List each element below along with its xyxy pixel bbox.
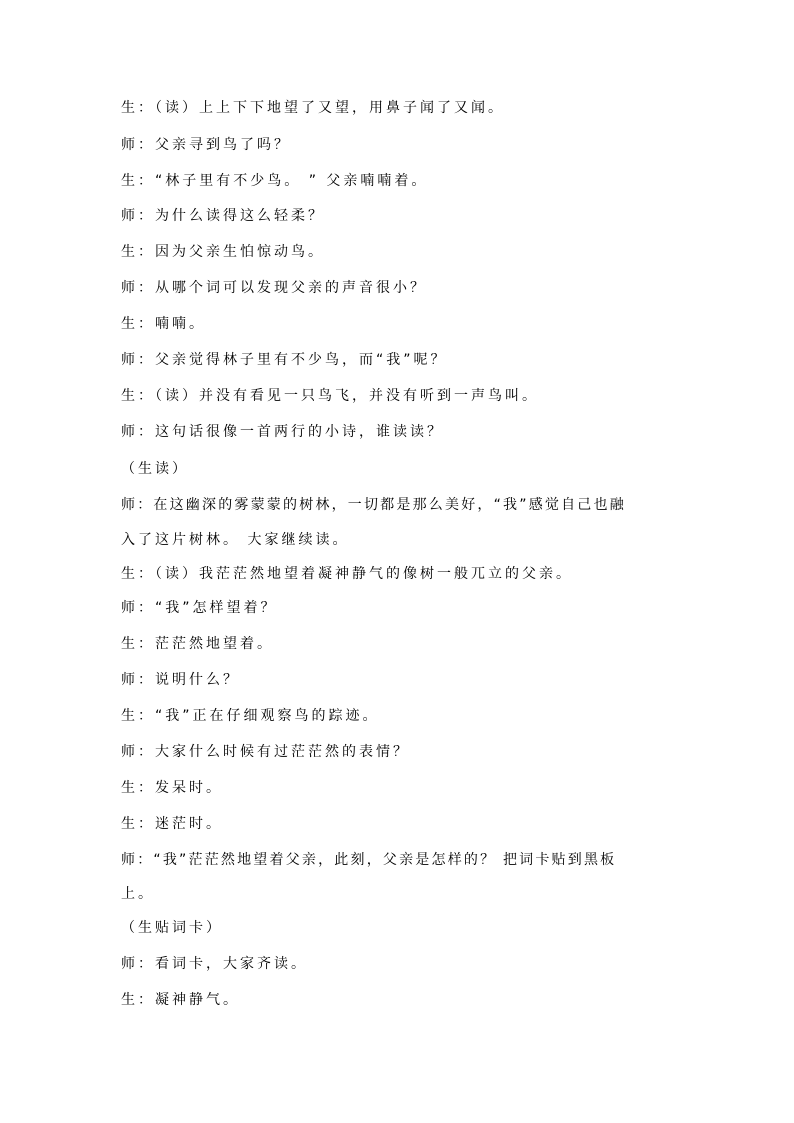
dialogue-line: 师：大家什么时候有过茫茫然的表情？ xyxy=(121,744,410,760)
dialogue-line: 师：从哪个词可以发现父亲的声音很小？ xyxy=(121,280,427,296)
dialogue-line: 师：说明什么？ xyxy=(121,672,240,688)
dialogue-line: 生：发呆时。 xyxy=(121,780,223,796)
dialogue-line-continuation: 上。 xyxy=(121,886,155,902)
dialogue-line: 生：凝神静气。 xyxy=(121,992,240,1008)
dialogue-line-continuation: 入了这片树林。 大家继续读。 xyxy=(121,532,350,548)
dialogue-line: 师：“我”怎样望着？ xyxy=(121,600,278,616)
dialogue-line: 生：茫茫然地望着。 xyxy=(121,636,274,652)
stage-direction: （生读） xyxy=(121,461,189,477)
dialogue-line: 生：迷茫时。 xyxy=(121,816,223,832)
dialogue-line: 生：因为父亲生怕惊动鸟。 xyxy=(121,244,325,260)
dialogue-line: 生：（读）并没有看见一只鸟飞，并没有听到一声鸟叫。 xyxy=(121,388,539,404)
dialogue-line: 生：“林子里有不少鸟。 ” 父亲喃喃着。 xyxy=(121,173,429,189)
dialogue-line: 生：（读）我茫茫然地望着凝神静气的像树一般兀立的父亲。 xyxy=(121,566,573,582)
dialogue-line: 师：父亲寻到鸟了吗？ xyxy=(121,137,291,153)
dialogue-line: 师：这句话很像一首两行的小诗，谁读读？ xyxy=(121,424,444,440)
dialogue-line: 生：“我”正在仔细观察鸟的踪迹。 xyxy=(121,708,380,724)
dialogue-line: 师：在这幽深的雾蒙蒙的树林，一切都是那么美好，“我”感觉自己也融 xyxy=(121,497,626,513)
dialogue-line: 师：“我”茫茫然地望着父亲，此刻，父亲是怎样的？ 把词卡贴到黑板 xyxy=(121,852,617,868)
dialogue-line: 生：（读）上上下下地望了又望，用鼻子闻了又闻。 xyxy=(121,100,505,116)
stage-direction: （生贴词卡） xyxy=(121,920,223,936)
dialogue-line: 师：为什么读得这么轻柔？ xyxy=(121,208,325,224)
dialogue-line: 师：父亲觉得林子里有不少鸟，而“我”呢？ xyxy=(121,352,448,368)
dialogue-line: 生：喃喃。 xyxy=(121,316,206,332)
dialogue-line: 师：看词卡，大家齐读。 xyxy=(121,956,308,972)
